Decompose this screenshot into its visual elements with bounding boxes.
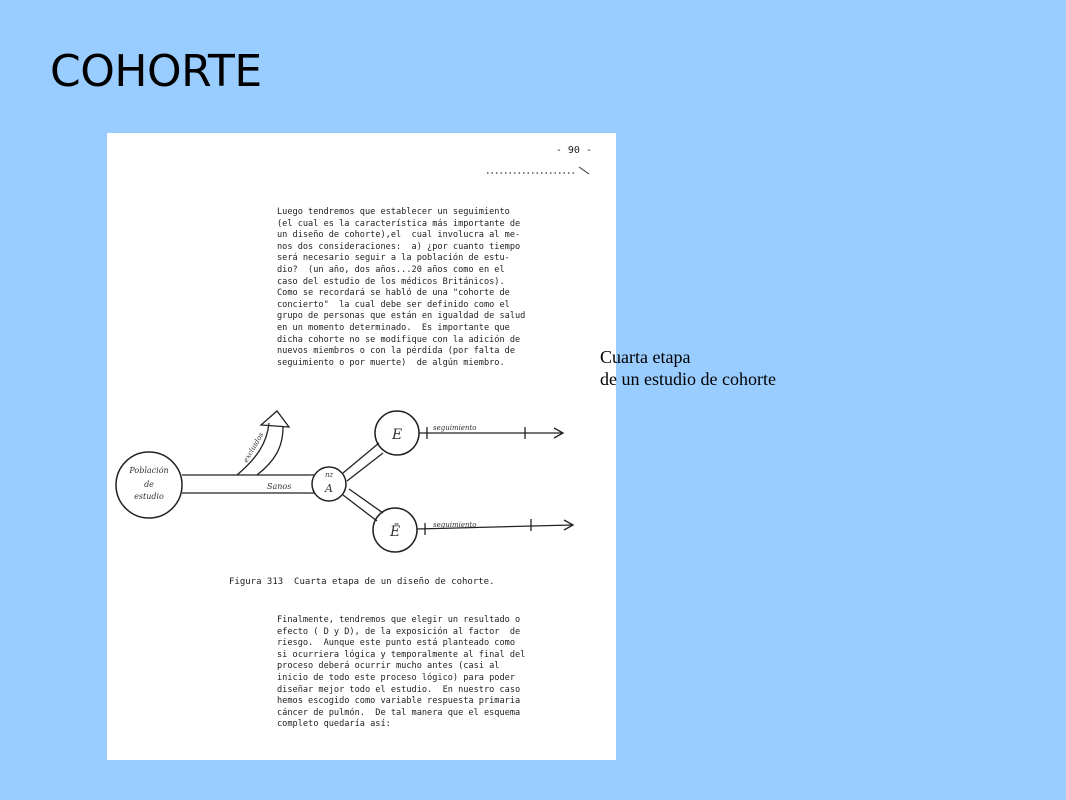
slide-title: COHORTE	[50, 46, 262, 97]
dotted-rule	[107, 133, 616, 193]
unexposed-label: Ē	[390, 524, 401, 540]
cohort-diagram	[107, 403, 616, 573]
follow-up-label-2: seguimiento	[433, 521, 477, 529]
caption-line-2: de un estudio de cohorte	[600, 369, 776, 389]
figure-caption-slide	[600, 346, 776, 390]
caption-line-1: Cuarta etapa	[600, 347, 691, 367]
page-number: - 90 -	[555, 145, 592, 156]
figure-caption: Figura 313 Cuarta etapa de un diseño de cohorte.	[229, 577, 495, 587]
a-label: A	[325, 482, 333, 495]
follow-up-label-1: seguimiento	[433, 424, 477, 432]
population-label-3: estudio	[134, 492, 164, 501]
sample-label: Sanos	[267, 482, 292, 491]
population-label-1: Población	[129, 466, 169, 475]
exposed-label: E	[392, 427, 403, 443]
excluded-label: excluidos	[241, 431, 266, 464]
paragraph-1: Luego tendremos que establecer un seguimiento (el cual es la característica más importante de un diseño de cohorte),el cual involucra al me- nos dos consideraciones: a) ¿por cuanto tiempo será necesario seguir a la población de estu- dio? (un año, dos años...20 años como en el caso del estudio de los médicos Británicos). Como se recordará se habló de una "cohorte de concierto" la cual debe ser definido como el grupo de personas que están en igualdad de salud en un momento determinado. Es importante que dicha cohorte no se modifique con la adición de nuevos miembros o con la pérdida (por falta de seguimiento o por muerte) de algún miembro.	[277, 207, 526, 368]
a-top-label: nz	[325, 471, 334, 479]
population-label-2: de	[144, 480, 154, 489]
paragraph-2: Finalmente, tendremos que elegir un resultado o efecto ( D y D), de la exposición al factor de riesgo. Aunque este punto está planteado como si ocurriera lógica y temporalmente al final del proceso deberá ocurrir mucho antes (casi al inicio de todo este proceso lógico) para poder diseñar mejor todo el estudio. En nuestro caso hemos escogido como variable respuesta primaria cáncer de pulmón. De tal manera que el esquema completo quedaría así:	[277, 615, 526, 730]
scanned-page	[107, 133, 616, 760]
